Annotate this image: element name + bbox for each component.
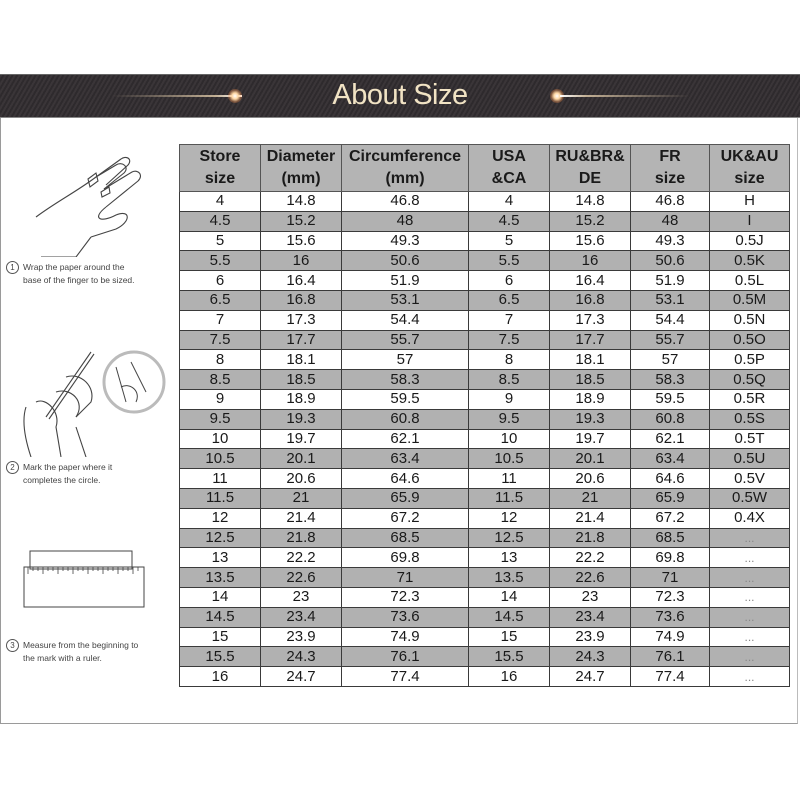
table-cell: 10 [180, 429, 261, 449]
table-cell: 4 [180, 192, 261, 212]
table-cell: 60.8 [342, 409, 469, 429]
step-2-caption: 2 Mark the paper where it completes the circle. [6, 461, 166, 486]
table-cell: 11.5 [180, 488, 261, 508]
table-row [180, 310, 790, 330]
step-number: 1 [6, 261, 19, 274]
table-cell: 51.9 [342, 271, 469, 291]
table-cell: 6 [469, 271, 550, 291]
table-cell: 21.8 [550, 528, 631, 548]
table-row [180, 528, 790, 548]
table-cell: 19.7 [261, 429, 342, 449]
header-diameter: Diameter (mm) [261, 145, 342, 192]
header-fr-size: FR size [631, 145, 710, 192]
table-cell: 12 [180, 508, 261, 528]
table-body [180, 192, 790, 687]
table-cell: 9 [180, 389, 261, 409]
table-row [180, 192, 790, 212]
header-circumference: Circumference (mm) [342, 145, 469, 192]
table-row [180, 271, 790, 291]
title-banner [0, 74, 800, 118]
table-cell: 18.5 [550, 370, 631, 390]
table-cell: 16.8 [261, 290, 342, 310]
table-cell: 13.5 [469, 568, 550, 588]
table-cell: ... [710, 587, 790, 607]
table-cell: 13.5 [180, 568, 261, 588]
table-cell: 23.9 [550, 627, 631, 647]
hand-wrap-illustration-icon [6, 147, 171, 257]
table-cell: 65.9 [342, 488, 469, 508]
table-row [180, 290, 790, 310]
table-cell: 18.5 [261, 370, 342, 390]
hand-marking-illustration-icon [6, 347, 171, 457]
page-title: About Size [332, 79, 468, 111]
step-3-caption: 3 Measure from the beginning to the mark with a ruler. [6, 639, 166, 664]
table-cell: 0.5J [710, 231, 790, 251]
table-cell: 14.5 [180, 607, 261, 627]
table-cell: 8.5 [469, 370, 550, 390]
table-cell: 15.6 [261, 231, 342, 251]
table-cell: ... [710, 627, 790, 647]
table-cell: 69.8 [342, 548, 469, 568]
table-cell: 16 [469, 667, 550, 687]
table-cell: 58.3 [631, 370, 710, 390]
table-cell: 6.5 [469, 290, 550, 310]
table-cell: 19.7 [550, 429, 631, 449]
table-cell: 0.5Q [710, 370, 790, 390]
table-cell: 16.8 [550, 290, 631, 310]
table-cell: 23.4 [550, 607, 631, 627]
table-cell: 21 [550, 488, 631, 508]
table-row [180, 449, 790, 469]
table-cell: 5 [469, 231, 550, 251]
table-cell: H [710, 192, 790, 212]
table-cell: 53.1 [631, 290, 710, 310]
table-cell: 22.6 [550, 568, 631, 588]
table-cell: 15.5 [469, 647, 550, 667]
table-cell: 54.4 [631, 310, 710, 330]
step-number: 3 [6, 639, 19, 652]
table-cell: 0.5N [710, 310, 790, 330]
table-cell: 23 [261, 587, 342, 607]
table-cell: 73.6 [342, 607, 469, 627]
table-cell: ... [710, 647, 790, 667]
table-cell: 69.8 [631, 548, 710, 568]
table-cell: 55.7 [342, 330, 469, 350]
table-row [180, 350, 790, 370]
table-cell: 17.3 [550, 310, 631, 330]
table-cell: 46.8 [631, 192, 710, 212]
table-cell: 5.5 [469, 251, 550, 271]
table-cell: 15 [180, 627, 261, 647]
table-cell: 46.8 [342, 192, 469, 212]
table-cell: 0.5M [710, 290, 790, 310]
table-cell: 63.4 [631, 449, 710, 469]
table-cell: 21.4 [550, 508, 631, 528]
table-cell: 9 [469, 389, 550, 409]
table-cell: 0.5U [710, 449, 790, 469]
table-cell: 57 [342, 350, 469, 370]
table-row [180, 429, 790, 449]
table-cell: 68.5 [631, 528, 710, 548]
table-cell: 23.9 [261, 627, 342, 647]
table-cell: 10.5 [180, 449, 261, 469]
table-cell: 24.7 [261, 667, 342, 687]
table-row [180, 469, 790, 489]
table-cell: 49.3 [631, 231, 710, 251]
table-cell: 6 [180, 271, 261, 291]
table-cell: 16.4 [261, 271, 342, 291]
table-cell: 20.6 [261, 469, 342, 489]
table-cell: 12 [469, 508, 550, 528]
table-cell: 14.5 [469, 607, 550, 627]
table-row [180, 231, 790, 251]
table-cell: 54.4 [342, 310, 469, 330]
table-row [180, 488, 790, 508]
table-row [180, 370, 790, 390]
table-cell: 9.5 [180, 409, 261, 429]
table-cell: 19.3 [550, 409, 631, 429]
ring-size-table [179, 144, 790, 687]
ruler-illustration-icon [6, 549, 171, 619]
table-cell: 21.4 [261, 508, 342, 528]
table-row [180, 251, 790, 271]
table-cell: 23.4 [261, 607, 342, 627]
table-cell: 77.4 [631, 667, 710, 687]
table-cell: 24.3 [550, 647, 631, 667]
table-row [180, 667, 790, 687]
table-cell: 0.5T [710, 429, 790, 449]
table-cell: 0.5V [710, 469, 790, 489]
table-cell: 51.9 [631, 271, 710, 291]
table-cell: 58.3 [342, 370, 469, 390]
table-cell: 20.1 [261, 449, 342, 469]
table-cell: 48 [342, 211, 469, 231]
table-cell: 15.6 [550, 231, 631, 251]
table-cell: 22.6 [261, 568, 342, 588]
table-cell: 5.5 [180, 251, 261, 271]
table-cell: 18.1 [550, 350, 631, 370]
table-row [180, 647, 790, 667]
table-cell: 20.1 [550, 449, 631, 469]
table-cell: 8 [469, 350, 550, 370]
table-cell: 18.9 [550, 389, 631, 409]
table-cell: 60.8 [631, 409, 710, 429]
table-cell: ... [710, 607, 790, 627]
table-cell: 74.9 [342, 627, 469, 647]
table-cell: 7 [469, 310, 550, 330]
table-cell: 62.1 [342, 429, 469, 449]
table-cell: 76.1 [342, 647, 469, 667]
table-cell: 67.2 [342, 508, 469, 528]
table-cell: 4 [469, 192, 550, 212]
table-cell: 24.7 [550, 667, 631, 687]
table-row [180, 587, 790, 607]
table-cell: 62.1 [631, 429, 710, 449]
instructions-panel [0, 119, 172, 719]
table-cell: 16.4 [550, 271, 631, 291]
table-row [180, 330, 790, 350]
table-cell: 48 [631, 211, 710, 231]
table-cell: 12.5 [469, 528, 550, 548]
table-cell: 11.5 [469, 488, 550, 508]
table-row [180, 568, 790, 588]
step-1-caption: 1 Wrap the paper around the base of the finger to be sized. [6, 261, 166, 286]
table-cell: 53.1 [342, 290, 469, 310]
table-cell: 16 [550, 251, 631, 271]
table-cell: 68.5 [342, 528, 469, 548]
table-cell: 16 [180, 667, 261, 687]
table-cell: 4.5 [469, 211, 550, 231]
table-cell: 57 [631, 350, 710, 370]
table-cell: 14.8 [550, 192, 631, 212]
table-cell: 13 [469, 548, 550, 568]
table-row [180, 409, 790, 429]
table-cell: 19.3 [261, 409, 342, 429]
table-header-row [180, 145, 790, 192]
table-row [180, 389, 790, 409]
table-row [180, 508, 790, 528]
step-number: 2 [6, 461, 19, 474]
table-cell: 23 [550, 587, 631, 607]
table-cell: 20.6 [550, 469, 631, 489]
table-cell: 22.2 [261, 548, 342, 568]
header-usa-ca: USA &CA [469, 145, 550, 192]
table-cell: 14.8 [261, 192, 342, 212]
table-cell: 64.6 [631, 469, 710, 489]
table-cell: 0.4X [710, 508, 790, 528]
table-cell: 0.5K [710, 251, 790, 271]
table-cell: 0.5L [710, 271, 790, 291]
table-cell: 14 [180, 587, 261, 607]
table-cell: 13 [180, 548, 261, 568]
table-cell: 7 [180, 310, 261, 330]
table-cell: 59.5 [631, 389, 710, 409]
header-uk-au-size: UK&AU size [710, 145, 790, 192]
table-cell: 71 [342, 568, 469, 588]
table-cell: 11 [180, 469, 261, 489]
table-cell: 65.9 [631, 488, 710, 508]
table-cell: 71 [631, 568, 710, 588]
table-cell: 77.4 [342, 667, 469, 687]
table-cell: ... [710, 667, 790, 687]
table-cell: 4.5 [180, 211, 261, 231]
table-cell: 17.7 [261, 330, 342, 350]
table-cell: 17.3 [261, 310, 342, 330]
table-cell: 21.8 [261, 528, 342, 548]
table-cell: 10.5 [469, 449, 550, 469]
table-cell: 59.5 [342, 389, 469, 409]
table-row [180, 627, 790, 647]
light-flare-right [560, 95, 690, 97]
table-cell: 76.1 [631, 647, 710, 667]
table-cell: 24.3 [261, 647, 342, 667]
header-ru-br-de: RU&BR& DE [550, 145, 631, 192]
table-cell: 18.1 [261, 350, 342, 370]
table-row [180, 548, 790, 568]
table-cell: 67.2 [631, 508, 710, 528]
table-cell: 18.9 [261, 389, 342, 409]
table-cell: 15.5 [180, 647, 261, 667]
table-cell: 22.2 [550, 548, 631, 568]
table-cell: 15 [469, 627, 550, 647]
table-cell: 15.2 [261, 211, 342, 231]
table-cell: 14 [469, 587, 550, 607]
table-cell: I [710, 211, 790, 231]
table-cell: 5 [180, 231, 261, 251]
table-cell: 7.5 [469, 330, 550, 350]
table-cell: 73.6 [631, 607, 710, 627]
table-cell: 64.6 [342, 469, 469, 489]
table-cell: 15.2 [550, 211, 631, 231]
table-cell: 50.6 [342, 251, 469, 271]
table-cell: 12.5 [180, 528, 261, 548]
table-cell: 21 [261, 488, 342, 508]
table-cell: 8 [180, 350, 261, 370]
table-cell: 50.6 [631, 251, 710, 271]
table-row [180, 607, 790, 627]
table-cell: 72.3 [342, 587, 469, 607]
table-cell: 74.9 [631, 627, 710, 647]
header-store-size: Store size [180, 145, 261, 192]
table-cell: 0.5O [710, 330, 790, 350]
table-cell: 63.4 [342, 449, 469, 469]
table-cell: 6.5 [180, 290, 261, 310]
table-cell: 0.5W [710, 488, 790, 508]
table-cell: 0.5S [710, 409, 790, 429]
table-cell: 11 [469, 469, 550, 489]
table-cell: 72.3 [631, 587, 710, 607]
table-cell: 55.7 [631, 330, 710, 350]
table-cell: 0.5P [710, 350, 790, 370]
table-cell: ... [710, 548, 790, 568]
table-cell: 8.5 [180, 370, 261, 390]
table-cell: 9.5 [469, 409, 550, 429]
table-cell: 0.5R [710, 389, 790, 409]
table-row [180, 211, 790, 231]
table-cell: 16 [261, 251, 342, 271]
table-cell: 49.3 [342, 231, 469, 251]
table-cell: ... [710, 568, 790, 588]
table-cell: ... [710, 528, 790, 548]
table-cell: 17.7 [550, 330, 631, 350]
table-cell: 7.5 [180, 330, 261, 350]
table-cell: 10 [469, 429, 550, 449]
